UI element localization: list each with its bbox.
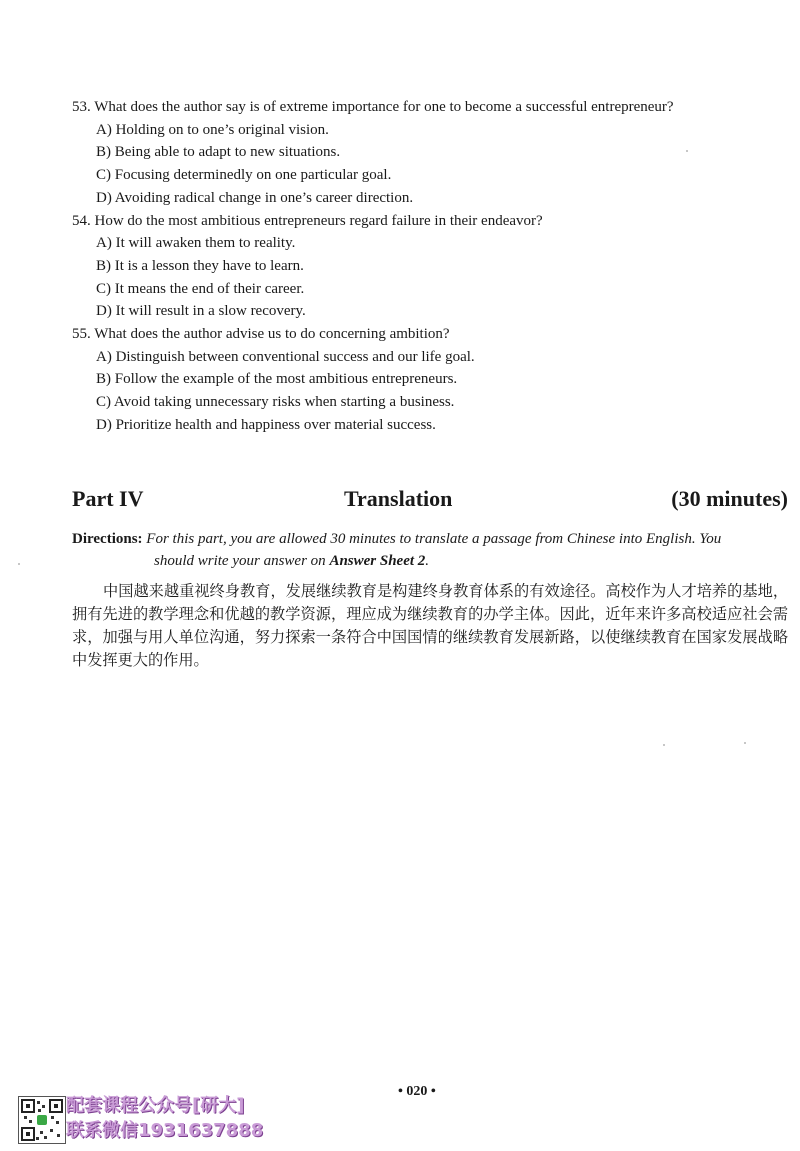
directions-text-2a: should write your answer on — [154, 553, 326, 569]
option-a: A) It will awaken them to reality. — [96, 235, 296, 252]
directions-text-2b: . — [425, 553, 430, 569]
option-d: D) It will result in a slow recovery. — [96, 303, 306, 320]
option-c: C) Focusing determinedly on one particular goal. — [96, 167, 392, 184]
question-stem: 55. What does the author advise us to do concerning ambition? — [72, 326, 450, 343]
part-title: Translation — [344, 486, 453, 511]
answer-sheet-reference: Answer Sheet 2 — [329, 553, 426, 569]
page-number: • 020 • — [398, 1084, 436, 1099]
directions — [72, 528, 788, 572]
question-stem: 53. What does the author say is of extreme importance for one to become a successful entrepreneur? — [72, 99, 674, 115]
qr-code-icon — [18, 1096, 66, 1144]
chinese-passage: 中国越来越重视终身教育，发展继续教育是构建终身教育体系的有效途径。高校作为人才培养的基地，拥有先进的教学理念和优越的教学资源，理应成为继续教育的办学主体。因此，近年来许多高校适应社会需求，加强与用人单位沟通，努力探索一条符合中国国情的继续教育发展新路，以使继续教育在国家发展战略中发挥更大的作用。 — [72, 582, 788, 669]
option-a: A) Distinguish between conventional success and our life goal. — [96, 348, 475, 365]
watermark-line-1: 配套课程公众号[研大] — [66, 1095, 245, 1116]
directions-lead: Directions: — [72, 531, 143, 547]
part-label: Part IV — [72, 486, 144, 511]
question-53 — [72, 96, 772, 210]
question-stem: 54. How do the most ambitious entrepreneurs regard failure in their endeavor? — [72, 212, 543, 229]
option-b: B) Follow the example of the most ambitious entrepreneurs. — [96, 371, 458, 388]
directions-line-1 — [72, 528, 788, 550]
watermark-line-2: 联系微信1931637888 — [66, 1120, 264, 1141]
promo-watermark — [66, 1093, 316, 1143]
option-c: C) Avoid taking unnecessary risks when starting a business. — [96, 394, 455, 411]
option-b: B) It is a lesson they have to learn. — [96, 257, 304, 274]
directions-text-1: For this part, you are allowed 30 minutes to translate a passage from Chinese into English. You — [146, 531, 722, 547]
scan-speck — [663, 744, 665, 746]
option-d: D) Avoiding radical change in one’s career direction. — [96, 189, 414, 206]
question-55 — [72, 323, 772, 437]
scan-speck — [18, 563, 20, 565]
question-54 — [72, 210, 772, 324]
question-list — [72, 96, 772, 437]
option-b: B) Being able to adapt to new situations. — [96, 144, 341, 161]
part-time-limit: (30 minutes) — [671, 486, 788, 511]
directions-line-2 — [72, 550, 788, 572]
part-header — [72, 484, 788, 514]
option-c: C) It means the end of their career. — [96, 280, 305, 297]
scan-speck — [686, 150, 688, 152]
option-d: D) Prioritize health and happiness over material success. — [96, 416, 436, 433]
option-a: A) Holding on to one’s original vision. — [96, 121, 329, 138]
scan-speck — [744, 742, 746, 744]
